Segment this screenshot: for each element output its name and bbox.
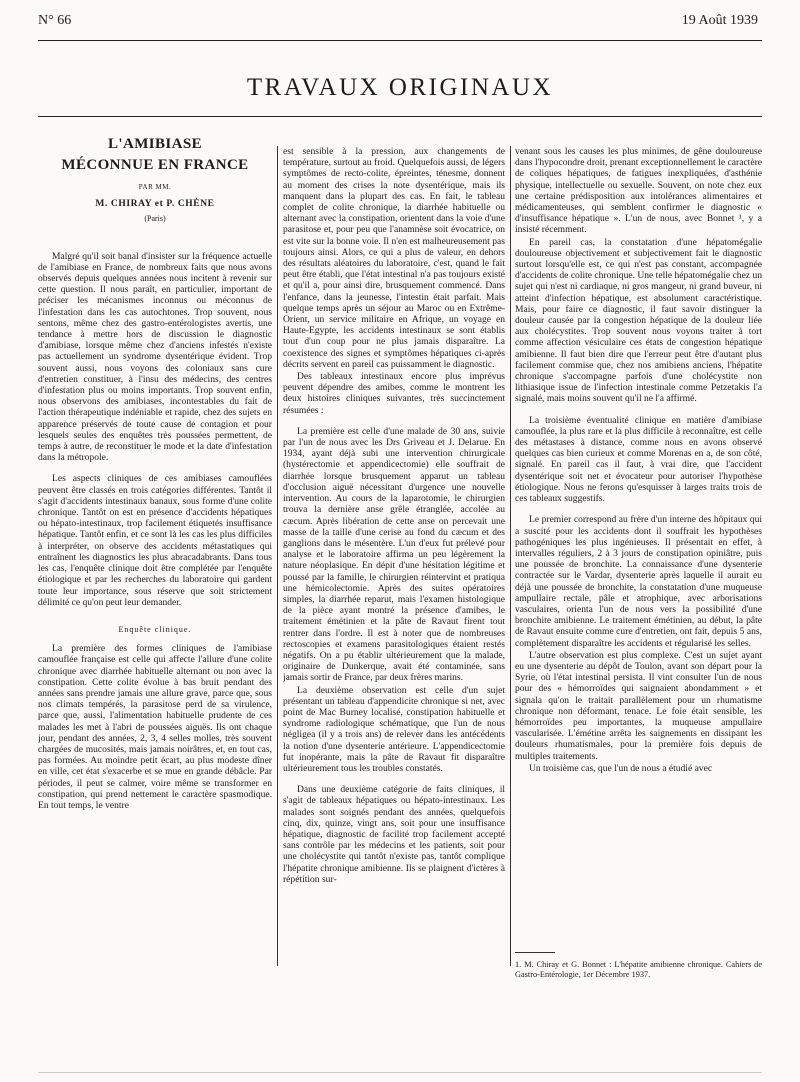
column-divider bbox=[510, 146, 511, 966]
authors: M. CHIRAY et P. CHÈNE bbox=[95, 199, 215, 210]
paragraph: Des tableaux intestinaux encore plus imprévus peuvent dépendre des amibes, comme le montrent les deux histoires cliniques suivantes, très succinctement résumées : bbox=[283, 371, 505, 416]
subheading: Enquête clinique. bbox=[118, 624, 192, 634]
byline-par: PAR MM. bbox=[138, 183, 172, 191]
paragraph: La deuxième observation est celle d'un sujet présentant un tableau d'appendicite chronique si net, avec point de Mac Burney localisé, constipation habituelle et syndrome radiologique schématique, que l'un de nous négligea (il y a trois ans) de relever dans les antécédents la notion d'une dysenterie antérieure. L'appendicectomie fut inopérante, mais la pâte de Ravaut fit disparaître ultérieurement tous les troubles constatés. bbox=[283, 684, 505, 774]
paragraph: est sensible à la pression, aux changements de température, surtout au froid. Quelquefois aussi, de légers symptômes de recto-colite, épreintes, ténesme, donnent au moment des crises la note dysentérique, mais ils manquent dans la plupart des cas. En fait, le tableau complet de colite chronique, la diarrhée habituelle ou alternant avec la constipation, orientent dans la voie d'une parasitose et, pour peu que l'anamnèse soit évocatrice, on est vite sur la bonne voie. Il n'en est malheureusement pas toujours ainsi. Alors, ce qui a plus de valeur, en dehors des résultats aléatoires du laboratoire, c'est, quand le fait peut être établi, que l'état intestinal n'a pas toujours existé et qu'il a, pour ainsi dire, brusquement commencé. Dans l'enfance, dans la jeunesse, l'intestin était parfait. Mais quelque temps après un séjour au Maroc ou en Extrême-Orient, un service militaire en Afrique, un voyage en Haute-Egypte, les accidents intestinaux se sont établis tout d'un coup pour ne plus jamais disparaître. La coexistence des signes et symptômes hépatiques ci-après décrits servent en pareil cas puissamment le diagnostic. bbox=[283, 146, 505, 370]
author-location: (Paris) bbox=[144, 214, 166, 224]
issue-number: N° 66 bbox=[38, 13, 72, 28]
column-3 bbox=[515, 146, 762, 954]
paragraph: venant sous les causes les plus minimes, de gêne douloureuse dans l'hypocondre droit, prenant exceptionnellement le caractère de coliques hépatiques, de fatigues inexpliquées, d'asthénie physique, intellectuelle ou sexuelle. Souvent, on note chez eux une certaine prédisposition aux intolérances alimentaires et médicamenteuses, qui semblent confirmer le diagnostic « d'insuffisance hépatique ». L'un de nous, avec Bonnet ¹, y a insisté récemment. bbox=[515, 146, 762, 236]
header-rule bbox=[38, 40, 762, 41]
article-title bbox=[38, 134, 272, 176]
footnote: 1. M. Chiray et G. Bonnet : L'hépatite amibienne chronique. Cahiers de Gastro-Entérologie, 1er Décembre 1937. bbox=[515, 960, 762, 979]
footnote-rule bbox=[515, 952, 555, 953]
running-header bbox=[38, 13, 758, 35]
article-title-line-2: MÉCONNUE EN FRANCE bbox=[61, 157, 249, 173]
issue-date: 19 Août 1939 bbox=[681, 13, 758, 28]
column-divider bbox=[277, 146, 278, 966]
paragraph: Le premier correspond au frère d'un interne des hôpitaux qui a suscité pour les accidents dont il souffrait les hypothèses pathogéniques les plus ingénieuses. Il présentait en effet, à intervalles réguliers, 2 à 3 jours de constipation opiniâtre, puis une poussée de bronchite. La connaissance d'une dysenterie contractée sur le Vardar, dysenterie après laquelle il aurait eu déjà une poussée de bronchite, la constatation d'une muqueuse ampullaire rectale, pâle et atrophique, avec arborisations vasculaires, orienta l'un de nous vers la possibilité d'une bronchite amibienne. Le traitement émétinien, au début, la pâte de Ravaut ensuite comme cure d'entretien, ont fait, depuis 5 ans, complètement disparaître les accidents et régularisé les selles. bbox=[515, 514, 762, 649]
paragraph: Un troisième cas, que l'un de nous a étudié avec bbox=[529, 762, 713, 774]
section-title: TRAVAUX ORIGINAUX bbox=[246, 74, 554, 101]
column-2 bbox=[283, 146, 505, 980]
paragraph: La première est celle d'une malade de 30 ans, suivie par l'un de nous avec les Drs Griveau et J. Delarue. En 1934, ayant déjà subi une intervention chirurgicale (hystérectomie et appendicectomie) elle souffrait de diarrhée lorsque brusquement apparut un tableau d'occlusion aiguë nécessitant d'urgence une nouvelle intervention. Au cours de la laparotomie, le chirurgien trouva la dernière anse grêle étranglée, accolée au cæcum. Après libération de cette anse on percevait une masse de la taille d'une cerise au fond du cæcum et des ganglions dans le mésentère. L'un d'eux fut prélevé pour analyse et le laboratoire affirma un peu légèrement la nature néoplasique. En dépit d'une hésitation légitime et poussé par la famille, le chirurgien réintervint et pratiqua une hémicolectomie. Après des suites opératoires simples, la diarrhée reparut, mais l'examen histologique de la pièce ayant montré la présence d'amibes, le traitement émétinien et la pâte de Ravaut firent tout rentrer dans l'ordre. Il est à noter que de nombreuses rectoscopies et examens parasitologiques étaient restés négatifs. On a pu établir ultérieurement que la malade, originaire de Dunkerque, avait été contaminée, sans jamais sortir de France, par deux frères marins. bbox=[283, 425, 505, 684]
column-1 bbox=[38, 134, 272, 964]
paragraph: La troisième éventualité clinique en matière d'amibiase camouflée, la plus rare et la plus difficile à reconnaître, est celle des métastases à distance, comme nous en avons observé quelques cas bien curieux et comme Morenas en a, de son côté, signalé. En pareil cas il faut, à vrai dire, que l'accident dysentérique soit net et évocateur pour autoriser l'hypothèse étiologique. Nous ne ferons qu'esquisser à larges traits trois de ces tableaux suggestifs. bbox=[515, 414, 762, 505]
paragraph: L'autre observation est plus complexe. C'est un sujet ayant eu une dysenterie au dépôt de Toulon, avant son départ pour la Syrie, où l'état intestinal persista. Il vint consulter l'un de nous pour des « hémorroïdes qui saignaient abondamment » et signala qu'on le traitait parallèlement pour un rhumatisme chronique non déformant, tenace. Le foie était sensible, les hémorroïdes peu importantes, la muqueuse ampullaire vascularisée. L'émétine arrêta les saignements en dissipant les douleurs rhumatismales, pour la première fois depuis de multiples traitements. bbox=[515, 649, 762, 762]
section-rule bbox=[38, 116, 762, 117]
paragraph: Malgré qu'il soit banal d'insister sur la fréquence actuelle de l'amibiase en France, de nombreux faits que nous avons observés depuis quelques années nous incitent à revenir sur cette question. Il nous paraît, en particulier, important de préciser les mécanismes inconnus ou méconnus de l'infestation dans les cas autochtones. Trop souvent, nous sentons, même chez des gastro-entérologistes avertis, une tendance à mettre hors de discussion le diagnostic d'amibiase, lorsque même chez d'anciens infestés n'existe pas actuellement un syndrome dysentérique évident. Trop souvent aussi, nous voyons des coloniaux sans cure d'entretien constituer, à l'insu des médecins, des centres d'infestation plus ou moins importants. Trop souvent enfin, nous observons des amibiases, incontestables du fait de l'action thérapeutique indéniable et rapide, chez des sujets en apparence préservés de toute cause de contagion et pour lesquels seules des enquêtes très poussées permettent, de temps à autre, de reconstituer le mode et la date d'infestation dans la métropole. bbox=[38, 250, 272, 464]
page-bottom-rule bbox=[38, 1072, 762, 1073]
paragraph: En pareil cas, la constatation d'une hépatomégalie douloureuse objectivement et subjectivement fait le diagnostic surtout lorsqu'elle est, ce qui n'est pas constant, accompagnée d'accidents de colite chronique. Une telle hépatomégalie chez un sujet qui n'est ni cardiaque, ni gros mangeur, ni grand buveur, ni atteint d'infection hépatique, est absolument caractéristique. Mais, pour faire ce diagnostic, il faut savoir distinguer la douleur causée par la congestion hépatique de la douleur liée aux cholécystites. Trop souvent nous voyons traiter à tort comme affection vésiculaire ces états de congestion hépatique amibienne. Il faut bien dire que l'erreur peut être d'autant plus facilement commise que, chez nos amibiens anciens, l'hépatite chronique s'accompagne parfois d'une cholécystite non lithiasique issue de l'infection intestinale comme Petzetakis l'a signalé, mais moins souvent qu'il ne l'a affirmé. bbox=[515, 236, 762, 405]
article-title-line-1: L'AMIBIASE bbox=[107, 136, 203, 152]
paragraph: La première des formes cliniques de l'amibiase camouflée française est celle qui affecte l'allure d'une colite chronique avec diarrhée habituelle alternant ou non avec la constipation. Cette colite évolue à bas bruit pendant des années sans prendre jamais une allure grave, parce que, sous nos climats tempérés, la parasitose perd de sa virulence, parce que, aussi, l'alimentation habituelle prudente de ces malades les met à l'abri de poussées aiguës. Ils ont chaque jour, pendant des années, 2, 3, 4 selles molles, très souvent chargées de mucosités, mais jamais noirâtres, et, en tout cas, pas formées. Au moindre petit écart, au plus modeste dîner en ville, cet état s'exacerbe et se mue en grande débâcle. Par périodes, il peut se calmer, voire même se transformer en constipation, qui prend nettement le caractère spasmodique. En tout temps, le ventre bbox=[38, 643, 272, 811]
paragraph: Les aspects cliniques de ces amibiases camouflées peuvent être classés en trois catégories différentes. Tantôt il s'agit d'accidents intestinaux banaux, sous forme d'une colite chronique. Tantôt on est en présence d'accidents hépatiques ou hépato-intestinaux, trop facilement étiquetés insuffisance hépatique. Tantôt enfin, et ce sont là les cas les plus difficiles à interpréter, on observe des accidents métastatiques qui entraînent les diagnostics les plus abracadabrants. Dans tous les cas, l'enquête clinique doit être complétée par l'enquête étiologique et par les recherches du laboratoire qui gardent toute leur importance, sous réserve que soit strictement délimité ce qu'on peut leur demander. bbox=[38, 473, 272, 608]
paragraph: Dans une deuxième catégorie de faits cliniques, il s'agit de tableaux hépatiques ou hépato-intestinaux. Les malades sont soignés pendant des années, quelquefois cinq, dix, quinze, vingt ans, soit pour une insuffisance hépatique, diagnostic de facilité trop facilement accepté sans contrôle par les médecins et les patients, soit pour une cholécystite qui tantôt n'existe pas, tantôt complique l'hépatite chronique amibienne. Ils se plaignent d'ictères à répétition sur- bbox=[283, 784, 505, 885]
